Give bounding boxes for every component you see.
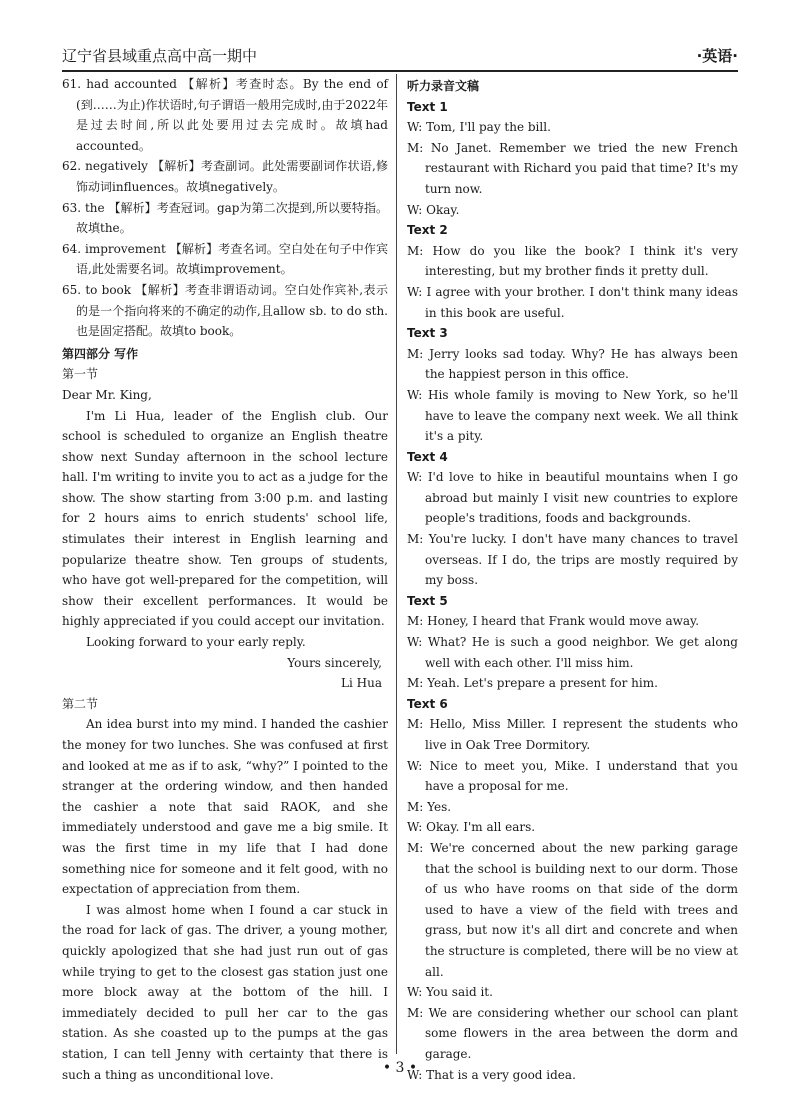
dialog-line: W: Tom, I'll pay the bill. <box>407 120 551 135</box>
dialog-line: M: No Janet. Remember we tried the new French restaurant with Richard you paid that time? It's my turn now. <box>407 140 738 196</box>
letter-closing: Yours sincerely, <box>287 655 382 670</box>
letter-paragraph: Looking forward to your early reply. <box>86 635 306 650</box>
dialog-line: W: I agree with your brother. I don't think many ideas in this book are useful. <box>407 284 738 320</box>
text-6-title: Text 6 <box>407 696 448 711</box>
dialog-line: M: Hello, Miss Miller. I represent the students who live in Oak Tree Dormitory. <box>407 717 738 752</box>
dialog-line: W: What? He is such a good neighbor. We get along well with each other. I'll miss him. <box>407 635 738 670</box>
dialog-line: M: Yeah. Let's prepare a present for him. <box>407 676 658 691</box>
dialog-line: W: Okay. <box>407 202 460 217</box>
story-paragraph: I was almost home when I found a car stuck in the road for lack of gas. The driver, a young mother, quickly apologized that she had just run out of gas while trying to get to the closest gas station just one more block away at the bottom of the hill. I immediately decided to pull her car to the gas station. As she coasted up to the pumps at the gas station, I can tell Jenny with certainty that there is such a thing as unconditional love. <box>62 902 388 1082</box>
letter-salutation: Dear Mr. King, <box>62 387 152 402</box>
letter-signature: Li Hua <box>341 676 382 691</box>
dialog-line: M: You're lucky. I don't have many chances to travel overseas. If I do, the trips are mostly required by my boss. <box>407 532 738 588</box>
page-body <box>62 74 738 1082</box>
dialog-line: M: Yes. <box>407 799 452 814</box>
dialog-line: M: We are considering whether our school can plant some flowers in the area between the dorm and garage. <box>407 1005 738 1061</box>
writing-part-title: 第四部分 写作 <box>62 346 139 361</box>
text-4-title: Text 4 <box>407 449 448 464</box>
text-2-title: Text 2 <box>407 223 448 238</box>
text-5-title: Text 5 <box>407 593 448 608</box>
writing-section-2: 第二节 <box>62 696 99 711</box>
header-subject: ·英语· <box>696 47 738 65</box>
right-column <box>396 74 738 1082</box>
dialog-line: M: We're concerned about the new parking garage that the school is building next to our dorm. Those of us who have rooms on that side of the dorm used to have a view of the field with trees and grass, but now it's all dirt and concrete and when the structure is completed, there will be no view at all. <box>407 840 738 979</box>
dialog-line: W: His whole family is moving to New York, so he'll have to leave the company next week. We all think it's a pity. <box>407 387 738 444</box>
answer-61: 61. had accounted 【解析】考查时态。By the end of (到……为止)作状语时,句子谓语一般用完成时,由于2022年是过去时间,所以此处要用过去完成时。故填had accounted。 <box>62 77 388 153</box>
writing-section-1: 第一节 <box>62 367 99 382</box>
text-1-title: Text 1 <box>407 99 448 114</box>
listening-title: 听力录音文稿 <box>407 79 480 93</box>
answer-63: 63. the 【解析】考查冠词。gap为第二次提到,所以要特指。故填the。 <box>62 200 388 236</box>
dialog-line: W: I'd love to hike in beautiful mountains when I go abroad but mainly I visit new countries to explore people's traditions, foods and backgrounds. <box>407 470 738 526</box>
dialog-line: M: Honey, I heard that Frank would move away. <box>407 614 700 629</box>
story-paragraph: An idea burst into my mind. I handed the cashier the money for two lunches. She was confused at first and looked at me as if to ask, “why?” I pointed to the stranger at the ordering window, and then handed the cashier a note that said RAOK, and she immediately understood and gave me a big smile. It was the first time in my life that I had done something nice for someone and it felt good, with no expectation of appreciation from them. <box>62 717 388 897</box>
page-header <box>62 28 738 72</box>
dialog-line: M: Jerry looks sad today. Why? He has always been the happiest person in this office. <box>407 346 738 382</box>
header-title: 辽宁省县域重点高中高一期中 <box>62 47 258 65</box>
dialog-line: W: Nice to meet you, Mike. I understand that you have a proposal for me. <box>407 758 738 794</box>
left-column <box>62 74 396 1082</box>
answer-62: 62. negatively 【解析】考查副词。此处需要副词作状语,修饰动词influences。故填negatively。 <box>62 159 388 194</box>
dialog-line: W: You said it. <box>407 985 493 1000</box>
answer-64: 64. improvement 【解析】考查名词。空白处在句子中作宾语,此处需要名词。故填improvement。 <box>62 241 388 277</box>
letter-paragraph: I'm Li Hua, leader of the English club. Our school is scheduled to organize an English theatre show next Sunday afternoon in the school lecture hall. I'm writing to invite you to act as a judge for the show. The show starting from 3:00 p.m. and lasting for 2 hours aims to enrich students' school life, stimulates their interest in English learning and popularize theatre show. Ten groups of students, who have got well-prepared for the competition, will show their excellent performances. It would be highly appreciated if you could accept our invitation. <box>62 408 388 629</box>
dialog-line: M: How do you like the book? I think it's very interesting, but my brother finds it pretty dull. <box>407 243 738 279</box>
text-3-title: Text 3 <box>407 326 448 341</box>
answer-65: 65. to book 【解析】考查非谓语动词。空白处作宾补,表示的是一个指向将来的不确定的动作,且allow sb. to do sth.也是固定搭配。故填to book。 <box>62 282 388 339</box>
dialog-line: W: That is a very good idea. <box>407 1067 576 1082</box>
dialog-line: W: Okay. I'm all ears. <box>407 820 536 835</box>
page-number: • 3 • <box>382 1060 418 1076</box>
